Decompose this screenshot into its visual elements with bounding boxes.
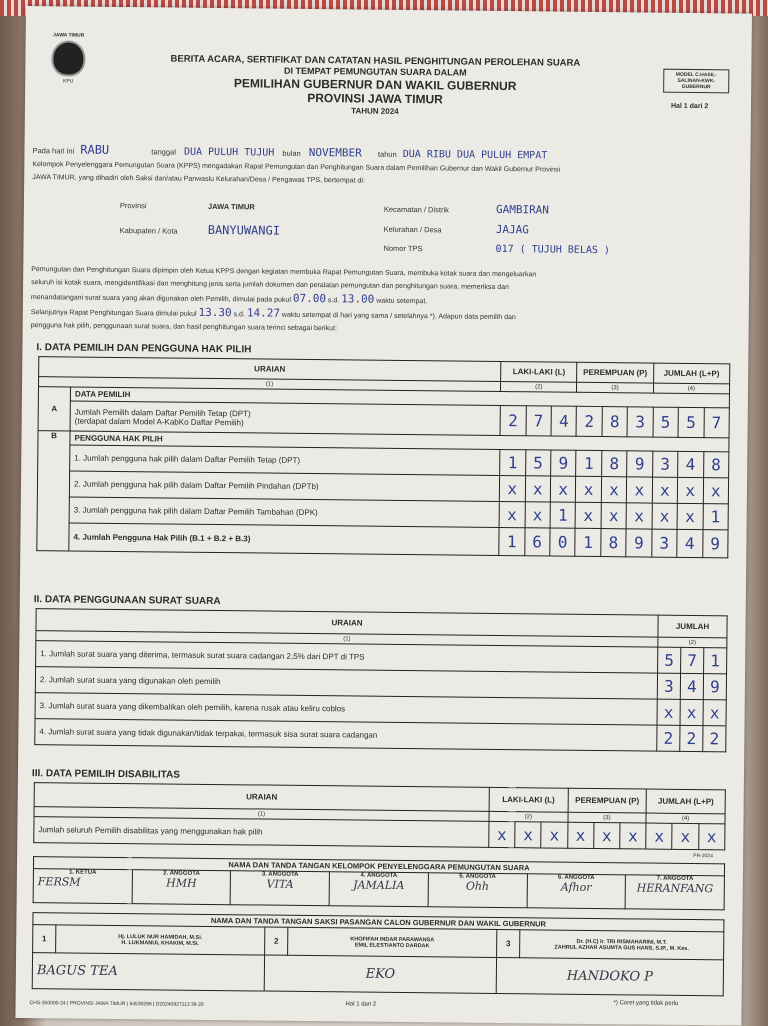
kpu-logo xyxy=(45,32,92,100)
cell: x xyxy=(672,823,698,849)
bulan-label: bulan xyxy=(282,148,301,158)
cell: x xyxy=(703,478,729,504)
cell: 5 xyxy=(525,450,551,476)
col-laki: LAKI-LAKI (L) xyxy=(501,361,577,382)
logo-emblem-icon xyxy=(51,40,85,76)
cell: x xyxy=(601,503,627,529)
sd-label-2: s.d. xyxy=(233,311,245,319)
model-box: MODEL C.HASIL-SALINAN-KWK-GUBERNUR xyxy=(663,69,729,94)
cell: x xyxy=(677,503,703,529)
cell: 1 xyxy=(576,450,602,476)
title-line-5: TAHUN 2024 xyxy=(351,106,399,116)
cell: x xyxy=(626,503,652,529)
cell: x xyxy=(525,476,551,502)
kecamatan-label: Kecamatan / Distrik xyxy=(383,204,449,215)
col-num-1: (1) xyxy=(36,631,658,648)
row-b4-label: 4. Jumlah Pengguna Hak Pilih (B.1 + B.2 + B.3) xyxy=(69,523,499,556)
cell: 4 xyxy=(551,406,577,436)
col-jumlah: JUMLAH (L+P) xyxy=(653,363,730,384)
hari-value: RABU xyxy=(80,142,110,157)
saksi-num: 2 xyxy=(265,927,288,955)
start-time: 07.00 xyxy=(292,291,327,306)
row-label: 4. Jumlah surat suara yang tidak digunakan/tidak terpakai, termasuk sisa surat suara cadangan xyxy=(35,719,657,752)
col-uraian: URAIAN xyxy=(36,609,658,638)
kpps-role: 5. ANGGOTA xyxy=(459,873,496,880)
candidate-1b: H. LUKMANUL KHAKIM, M.Si. xyxy=(121,939,199,947)
cell: 9 xyxy=(703,674,726,700)
candidate-3a: Dr. (H.C) Ir. TRI RISMAHARINI, M.T. xyxy=(576,938,667,946)
kpps-signature: HERANFANG xyxy=(636,881,714,896)
col-perempuan: PEREMPUAN (P) xyxy=(577,362,653,383)
cell: x xyxy=(594,822,620,848)
kpps-signature: HMH xyxy=(166,876,197,890)
form-sheet xyxy=(15,6,752,1026)
cell: x xyxy=(627,477,653,503)
kpps-role: 2. ANGGOTA xyxy=(163,870,200,877)
section-1-title: I. DATA PEMILIH DAN PENGGUNA HAK PILIH xyxy=(36,342,252,356)
kpps-signature: Ohh xyxy=(465,879,490,893)
row-b3-label: 3. Jumlah pengguna hak pilih dalam Daftar Pemilih Tambahan (DPK) xyxy=(69,497,499,528)
section-2-title: II. DATA PENGGUNAAN SURAT SUARA xyxy=(33,594,221,608)
cell: 9 xyxy=(626,529,652,557)
body-line-2: seluruh isi kotak suara, mengidentifikasi dan menghitung jenis serta jumlah dokumen dan peralatan pemungutan dan penghitungan suara, memeriksa dan xyxy=(31,279,509,292)
cell: 4 xyxy=(677,529,703,557)
footer-page: Hal 1 dari 2 xyxy=(345,1001,377,1008)
candidate-2b: EMIL ELESTIANTO DARDAK xyxy=(354,941,430,949)
col-num-4: (4) xyxy=(653,383,729,394)
kelurahan-value: JAJAG xyxy=(495,222,529,237)
logo-text-top: JAWA TIMUR xyxy=(53,32,85,39)
table-row xyxy=(37,523,728,558)
cell: x xyxy=(601,477,627,503)
col-num-3: (3) xyxy=(568,812,647,823)
title-line-2: DI TEMPAT PEMUNGUTAN SUARA DALAM xyxy=(283,65,467,78)
cell: 2 xyxy=(703,726,726,752)
bulan-value: NOVEMBER xyxy=(308,145,362,160)
cell: 1 xyxy=(575,528,601,556)
cell: 5 xyxy=(658,647,681,673)
saksi-signature-2: EKO xyxy=(264,955,496,993)
col-num-2: (2) xyxy=(501,381,577,392)
col-num-3: (3) xyxy=(577,382,653,393)
cell: x xyxy=(575,502,601,528)
col-uraian: URAIAN xyxy=(39,357,501,382)
section-3-title: III. DATA PEMILIH DISABILITAS xyxy=(31,768,180,781)
kpps-signature: Afhor xyxy=(560,880,592,894)
cell: x xyxy=(567,822,593,848)
title-line-1: BERITA ACARA, SERTIFIKAT DAN CATATAN HASIL PENGHITUNGAN PEROLEHAN SUARA xyxy=(170,53,581,69)
kpps-signature: VITA xyxy=(266,877,294,891)
cell: 5 xyxy=(653,407,679,437)
cell: 1 xyxy=(550,502,576,528)
cell: 8 xyxy=(601,529,627,557)
cell: 0 xyxy=(550,528,576,556)
cell: 8 xyxy=(601,451,627,477)
kpps-role: 6. ANGGOTA xyxy=(557,874,595,882)
cell: x xyxy=(620,823,646,849)
cell: 7 xyxy=(526,406,552,436)
logo-text-bottom: KPU xyxy=(63,78,74,85)
footer-code: CHS-350000-24 | PROVINSI JAWA TIMUR | 64530296 | D20240927113 39 20 xyxy=(29,1000,204,1008)
saksi-num: 3 xyxy=(497,929,520,957)
cell: x xyxy=(525,502,551,528)
cell: 5 xyxy=(678,407,704,437)
tanggal-label: tanggal xyxy=(151,147,176,157)
cell: x xyxy=(541,822,567,848)
kpps-role: 3. ANGGOTA xyxy=(261,871,299,878)
kpps-signature: FERSM xyxy=(37,875,81,889)
tahun-value: DUA RIBU DUA PULUH EMPAT xyxy=(402,148,548,162)
col-num-1: (1) xyxy=(34,807,489,822)
intro-text-2: JAWA TIMUR, yang dihadiri oleh Saksi dan/atau Panwaslu Kelurahan/Desa / Pengawas TPS, bertempat di: xyxy=(32,174,365,185)
body-line-4: Selanjutnya Rapat Penghitungan Suara dimulai pukul xyxy=(30,309,197,318)
cell: 1 xyxy=(499,527,525,555)
row-label: 1. Jumlah surat suara yang diterima, termasuk surat suara cadangan 2,5% dari DPT di TPS xyxy=(36,641,658,674)
cell: x xyxy=(499,501,525,527)
cell: 3 xyxy=(657,673,680,699)
cell: 9 xyxy=(702,530,728,558)
tps-label: Nomor TPS xyxy=(383,243,423,254)
page-number-top: Hal 1 dari 2 xyxy=(670,102,709,111)
col-num-2: (2) xyxy=(489,811,568,822)
row-label: 2. Jumlah surat suara yang digunakan oleh pemilih xyxy=(35,667,657,700)
saksi-signature-3: HANDOKO P xyxy=(496,957,723,995)
row-b2-label: 2. Jumlah pengguna hak pilih dalam Daftar Pemilih Pindahan (DPTb) xyxy=(69,471,499,502)
cell: 6 xyxy=(524,528,550,556)
kpps-role: 1. KETUA xyxy=(69,869,97,876)
body-line-3b: waktu setempat. xyxy=(376,297,428,306)
candidate-1a: Hj. LULUK NUR HAMIDAH, M.Si. xyxy=(118,933,203,941)
cell: 9 xyxy=(551,450,577,476)
row-label: Jumlah seluruh Pemilih disabilitas yang menggunakan hak pilih xyxy=(34,817,489,848)
cell: 8 xyxy=(602,407,628,437)
cell: 3 xyxy=(652,451,678,477)
cell: 2 xyxy=(657,725,680,751)
kelurahan-label: Kelurahan / Desa xyxy=(383,224,442,235)
cell: x xyxy=(515,822,541,848)
cell: 7 xyxy=(704,408,730,438)
footer-note: *) Coret yang tidak perlu xyxy=(613,1000,679,1007)
sd-label: s.d. xyxy=(327,297,340,305)
row-label: 3. Jumlah surat suara yang dikembalikan oleh pemilih, karena rusak atau keliru coblos xyxy=(35,693,657,726)
section-2-table xyxy=(34,608,727,752)
title-line-4: PROVINSI JAWA TIMUR xyxy=(307,90,443,107)
cell: x xyxy=(657,699,680,725)
tahun-label: tahun xyxy=(377,149,397,159)
title-line-3: PEMILIHAN GUBERNUR DAN WAKIL GUBERNUR xyxy=(233,76,517,94)
kabupaten-label: Kabupaten / Kota xyxy=(119,225,178,236)
col-uraian: URAIAN xyxy=(34,783,489,812)
section-1-table xyxy=(36,356,730,558)
cell: 3 xyxy=(627,407,653,437)
end-time-2: 14.27 xyxy=(246,306,281,320)
cell: x xyxy=(652,477,678,503)
cell: 4 xyxy=(678,451,704,477)
cell: 2 xyxy=(576,406,602,436)
col-perempuan: PEREMPUAN (P) xyxy=(568,788,647,813)
col-laki: LAKI-LAKI (L) xyxy=(489,787,568,812)
col-jumlah: JUMLAH xyxy=(658,615,727,638)
cell: x xyxy=(646,823,672,849)
saksi-num: 1 xyxy=(33,925,56,953)
start-time-2: 13.30 xyxy=(198,305,232,320)
saksi-signature-table xyxy=(32,912,725,996)
kpps-role: 7. ANGGOTA xyxy=(656,875,694,883)
cell: 1 xyxy=(704,648,727,674)
row-b1-label: 1. Jumlah pengguna hak pilih dalam Daftar Pemilih Tetap (DPT) xyxy=(70,445,500,476)
tps-value: 017 ( TUJUH BELAS ) xyxy=(495,243,611,257)
tanggal-value: DUA PULUH TUJUH xyxy=(183,146,275,159)
cell: x xyxy=(680,699,703,725)
row-a-text-2: (terdapat dalam Model A-KabKo Daftar Pemilih) xyxy=(74,416,244,427)
body-line-5: pengguna hak pilih, penggunaan surat suara, dan hasil penghitungan suara terinci sebagai berikut: xyxy=(30,322,337,333)
row-b-title: PENGGUNA HAK PILIH xyxy=(70,431,729,452)
cell: 3 xyxy=(651,529,677,557)
cell: 4 xyxy=(680,673,703,699)
cell: x xyxy=(652,503,678,529)
cell: x xyxy=(703,700,726,726)
row-a-text: Jumlah Pemilih dalam Daftar Pemilih Tetap (DPT) xyxy=(74,407,251,418)
cell: x xyxy=(489,821,515,847)
kecamatan-value: GAMBIRAN xyxy=(495,202,550,217)
pada-hari-label: Pada hari ini xyxy=(32,146,75,156)
kpps-signature-table xyxy=(33,856,725,910)
candidate-3b: ZAHRUL AZHAR ASUMTA GUS HANS, S.IP., M. Kes. xyxy=(554,944,689,952)
row-a-title: DATA PEMILIH xyxy=(70,387,729,408)
end-time: 13.00 xyxy=(341,292,375,306)
kpps-signature: JAMALIA xyxy=(353,878,405,893)
provinsi-value: JAWA TIMUR xyxy=(207,201,255,212)
col-num-2: (2) xyxy=(658,637,727,648)
cell: x xyxy=(677,477,703,503)
col-num-1: (1) xyxy=(39,377,501,392)
cell: x xyxy=(499,475,525,501)
cell: x xyxy=(576,476,602,502)
row-b-label: B xyxy=(37,431,70,551)
cell: 2 xyxy=(680,725,703,751)
saksi-title: NAMA DAN TANDA TANGAN SAKSI PASANGAN CALON GUBERNUR DAN WAKIL GUBERNUR xyxy=(33,913,724,932)
body-line-3: menandatangani surat suara yang akan digunakan oleh Pemilih, dimulai pada pukul xyxy=(30,294,291,304)
cell: 1 xyxy=(500,449,526,475)
intro-text-1: Kelompok Penyelenggara Pemungutan Suara (KPPS) mengadakan Rapat Pemungutan dan Penghitungan Suara dalam Pemilihan Gubernur dan Wakil Gubernur Provinsi xyxy=(32,161,561,174)
col-num-4: (4) xyxy=(646,813,725,824)
candidate-2a: KHOFIFAH INDAR PARAWANSA xyxy=(350,935,435,943)
section-3-table xyxy=(33,782,726,850)
body-line-1: Pemungutan dan Penghitungan Suara dipimpin oleh Ketua KPPS dengan kegiatan membuka Rapat Pemungutan Suara, membuka kotak suara dan mengeluarkan xyxy=(31,266,537,279)
body-line-4b: waktu setempat di hari yang sama / setelahnya *). Adapun data pemilih dan xyxy=(281,311,516,322)
cell: 8 xyxy=(703,452,729,478)
form-code: PR-2024 xyxy=(693,853,713,860)
cell: 9 xyxy=(627,451,653,477)
kpps-title: NAMA DAN TANDA TANGAN KELOMPOK PENYELENGGARA PEMUNGUTAN SUARA xyxy=(33,857,724,876)
cell: 1 xyxy=(703,504,729,530)
saksi-signature-1: BAGUS TEA xyxy=(32,953,264,991)
kabupaten-value: BANYUWANGI xyxy=(207,222,281,238)
cell: x xyxy=(698,824,725,850)
provinsi-label: Provinsi xyxy=(119,200,147,211)
cell: 2 xyxy=(500,405,526,435)
row-a-label: A xyxy=(38,387,71,431)
col-jumlah: JUMLAH (L+P) xyxy=(646,789,725,814)
kpps-role: 4. ANGGOTA xyxy=(360,872,398,879)
cell: 7 xyxy=(681,647,704,673)
cell: x xyxy=(550,476,576,502)
